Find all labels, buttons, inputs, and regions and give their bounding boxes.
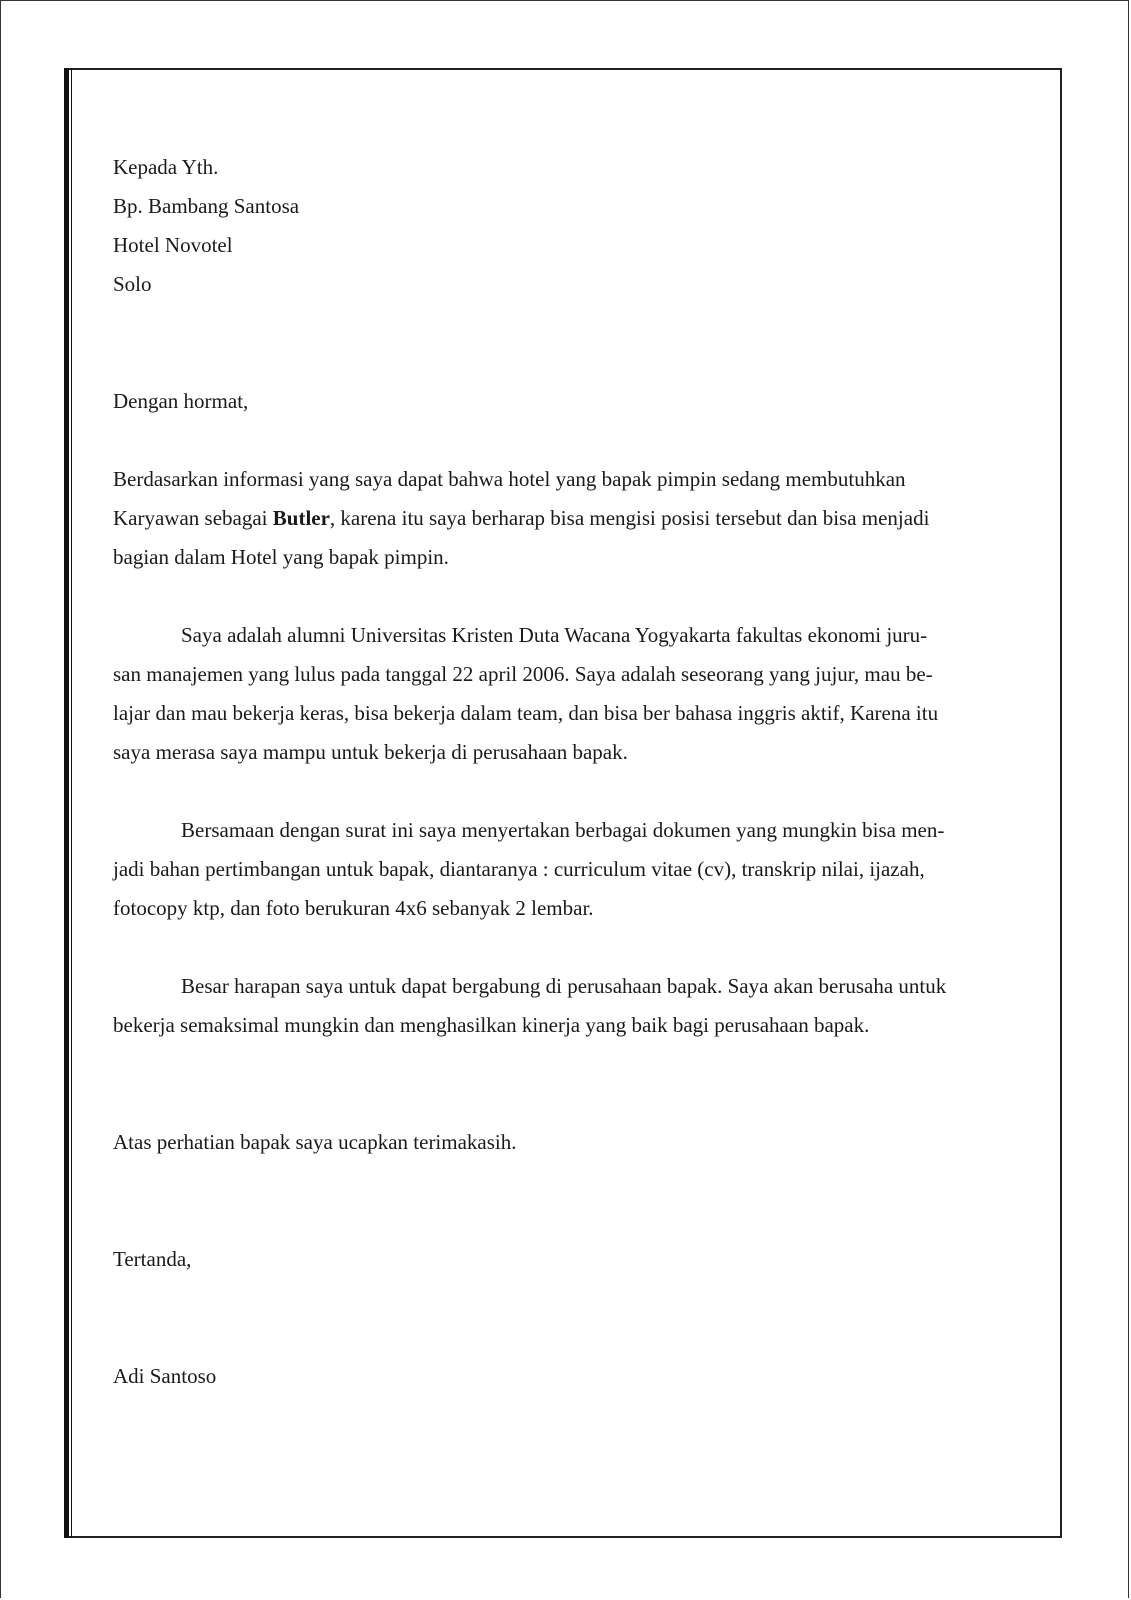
sign-off: Tertanda, <box>113 1247 192 1271</box>
paragraph-attachments <box>113 811 1013 928</box>
recipient-address <box>113 148 1013 304</box>
address-line: Hotel Novotel <box>113 233 233 257</box>
paragraph-hope <box>113 967 1013 1045</box>
paragraph-line: Saya adalah alumni Universitas Kristen Duta Wacana Yogyakarta fakultas ekonomi juru- <box>181 623 928 647</box>
paragraph-background <box>113 616 1013 772</box>
letter-body <box>113 148 1013 1396</box>
closing-line: Atas perhatian bapak saya ucapkan terimakasih. <box>113 1130 517 1154</box>
paragraph-line: san manajemen yang lulus pada tanggal 22 april 2006. Saya adalah seseorang yang jujur, mau be- <box>113 662 933 686</box>
left-border-thick <box>64 68 69 1538</box>
paragraph-line: jadi bahan pertimbangan untuk bapak, diantaranya : curriculum vitae (cv), transkrip nilai, ijazah, <box>113 857 925 881</box>
paragraph-line: saya merasa saya mampu untuk bekerja di perusahaan bapak. <box>113 740 628 764</box>
left-border-thin <box>71 68 72 1538</box>
paragraph-line <box>113 499 1013 538</box>
paragraph-line: fotocopy ktp, dan foto berukuran 4x6 sebanyak 2 lembar. <box>113 896 594 920</box>
paragraph-line: Besar harapan saya untuk dapat bergabung di perusahaan bapak. Saya akan berusaha untuk <box>181 974 947 998</box>
paragraph-line: bagian dalam Hotel yang bapak pimpin. <box>113 545 449 569</box>
paragraph-line: Bersamaan dengan surat ini saya menyertakan berbagai dokumen yang mungkin bisa men- <box>181 818 945 842</box>
greeting: Dengan hormat, <box>113 389 249 413</box>
text-span: , karena itu saya berharap bisa mengisi posisi tersebut dan bisa menjadi <box>329 506 930 530</box>
signature-name: Adi Santoso <box>113 1364 217 1388</box>
paragraph-line: bekerja semaksimal mungkin dan menghasilkan kinerja yang baik bagi perusahaan bapak. <box>113 1013 870 1037</box>
address-line: Bp. Bambang Santosa <box>113 194 300 218</box>
address-line: Solo <box>113 272 152 296</box>
paragraph-intro <box>113 460 1013 577</box>
paragraph-line: lajar dan mau bekerja keras, bisa bekerja dalam team, dan bisa ber bahasa inggris aktif, Karena itu <box>113 701 939 725</box>
text-span: Karyawan sebagai <box>113 506 273 530</box>
address-line: Kepada Yth. <box>113 155 219 179</box>
position-title: Butler <box>272 506 330 530</box>
paragraph-line: Berdasarkan informasi yang saya dapat bahwa hotel yang bapak pimpin sedang membutuhkan <box>113 467 906 491</box>
